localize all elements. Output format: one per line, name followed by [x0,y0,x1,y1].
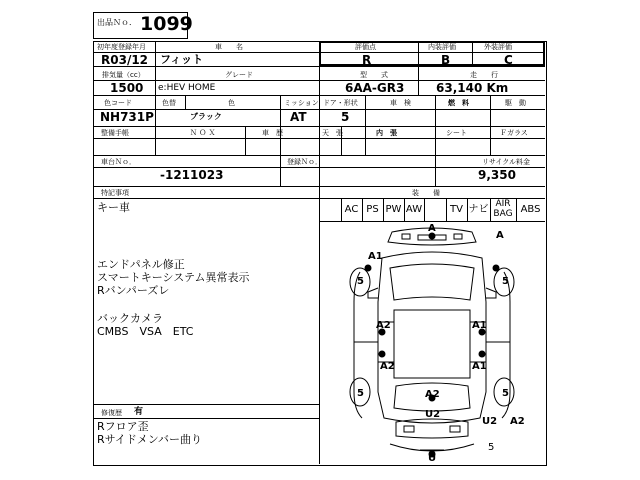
damage-mark: 5 [502,388,509,399]
mileage-label: 走 行 [470,71,498,79]
damage-mark: A1 [472,320,487,331]
damage-mark: A2 [425,389,440,400]
model-name-label: 車 名 [215,43,243,51]
note-line: スマートキーシステム異常表示 [97,271,250,284]
reg-no-label: 登録Ｎｏ． [287,158,322,166]
transmission-value: AT [290,110,307,124]
damage-mark: U [428,453,437,464]
doors-value: 5 [341,110,350,124]
damage-mark: 5 [357,276,364,287]
transmission-label: ミッション [284,99,319,107]
first-reg-label: 初年度登録年月 [97,43,146,51]
color-code-value: NH731P [100,110,154,124]
lot-number: 1099 [140,13,193,35]
damage-mark: U2 [425,409,441,420]
damage-mark: A [496,230,504,241]
ceiling-label: 天 張 [322,129,343,137]
doors-label: ドア・形状 [323,99,358,107]
repair-history-value: 有 [134,407,144,417]
equipment-airbag: AIR BAG [493,199,513,219]
equipment-ac: AC [344,204,359,215]
equipment-aw: AW [405,204,423,215]
note-line: エンドパネル修正 [97,258,185,271]
displacement-value: 1500 [110,81,144,95]
damage-mark: A2 [510,416,525,427]
note-line: Rバンパーズレ [97,284,170,297]
damage-mark: A [428,223,436,234]
drive-label: 駆 動 [505,99,526,107]
color-code-label: 色コード [104,99,132,107]
exterior-score-label: 外装評価 [484,43,512,51]
special-notes-label: 特記事項 [101,189,129,197]
equipment-abs: ABS [520,204,541,215]
grade-label: グレード [225,71,253,79]
notes-block-3 [97,312,193,338]
recycle-value: 9,350 [478,168,516,182]
inspection-label: 車 検 [390,99,411,107]
note-line: Rサイドメンバー曲り [97,433,202,446]
equipment-pw: PW [385,204,402,215]
history-label: 車 歴 [262,129,283,137]
damage-mark: 5 [357,388,364,399]
fuel-label: 燃 料 [448,99,469,107]
recycle-label: リサイクル料金 [482,158,531,166]
model-code-value: 6AA-GR3 [345,81,405,95]
color-label: 色 [228,99,235,107]
notes-block-2 [97,258,249,297]
equipment-label: 装 備 [412,189,440,197]
note-line: Rフロア歪 [97,420,149,433]
notes-block-1 [97,201,130,214]
damage-mark: A2 [376,320,391,331]
seat-label: シート [446,129,467,137]
damage-mark: 5 [488,442,495,453]
notes-block-4 [97,420,202,446]
lot-number-label: 出品Ｎｏ． [97,18,137,27]
damage-mark: 5 [502,276,509,287]
color-value: ブラック [190,112,222,121]
note-line: キー車 [97,201,130,214]
damage-mark: A1 [368,251,383,262]
equipment-navi: ナビ [468,204,489,215]
glass-label: Ｆガラス [500,129,528,137]
nox-label: Ｎ Ｏ Ｘ [190,129,216,137]
first-reg-value: R03/12 [101,53,149,67]
note-line: CMBS VSA ETC [97,325,194,338]
equipment-tv: TV [450,204,463,215]
grade-score-label: 評価点 [355,43,376,51]
chassis-value: -1211023 [160,168,224,182]
mileage-value: 63,140 Km [436,81,509,95]
manual-label: 整備手帳 [101,129,129,137]
damage-mark: A2 [380,361,395,372]
color-change-label: 色替 [162,99,176,107]
interior-score-value: B [441,53,451,67]
chassis-label: 車台Ｎｏ． [101,158,136,166]
damage-mark: U2 [482,416,498,427]
equipment-ps: PS [366,204,379,215]
model-code-label: 型 式 [360,71,388,79]
displacement-label: 排気量（cc） [102,71,145,79]
grade-value: e:HEV HOME [158,83,216,93]
damage-mark: A1 [472,361,487,372]
model-name-value: フィット [160,53,204,66]
exterior-score-value: C [504,53,513,67]
repair-history-label: 修復歴 [101,409,122,417]
note-line: バックカメラ [97,312,163,325]
interior-score-label: 内装評価 [428,43,456,51]
interior-trim-label: 内 張 [376,129,397,137]
grade-score-value: R [362,53,372,67]
